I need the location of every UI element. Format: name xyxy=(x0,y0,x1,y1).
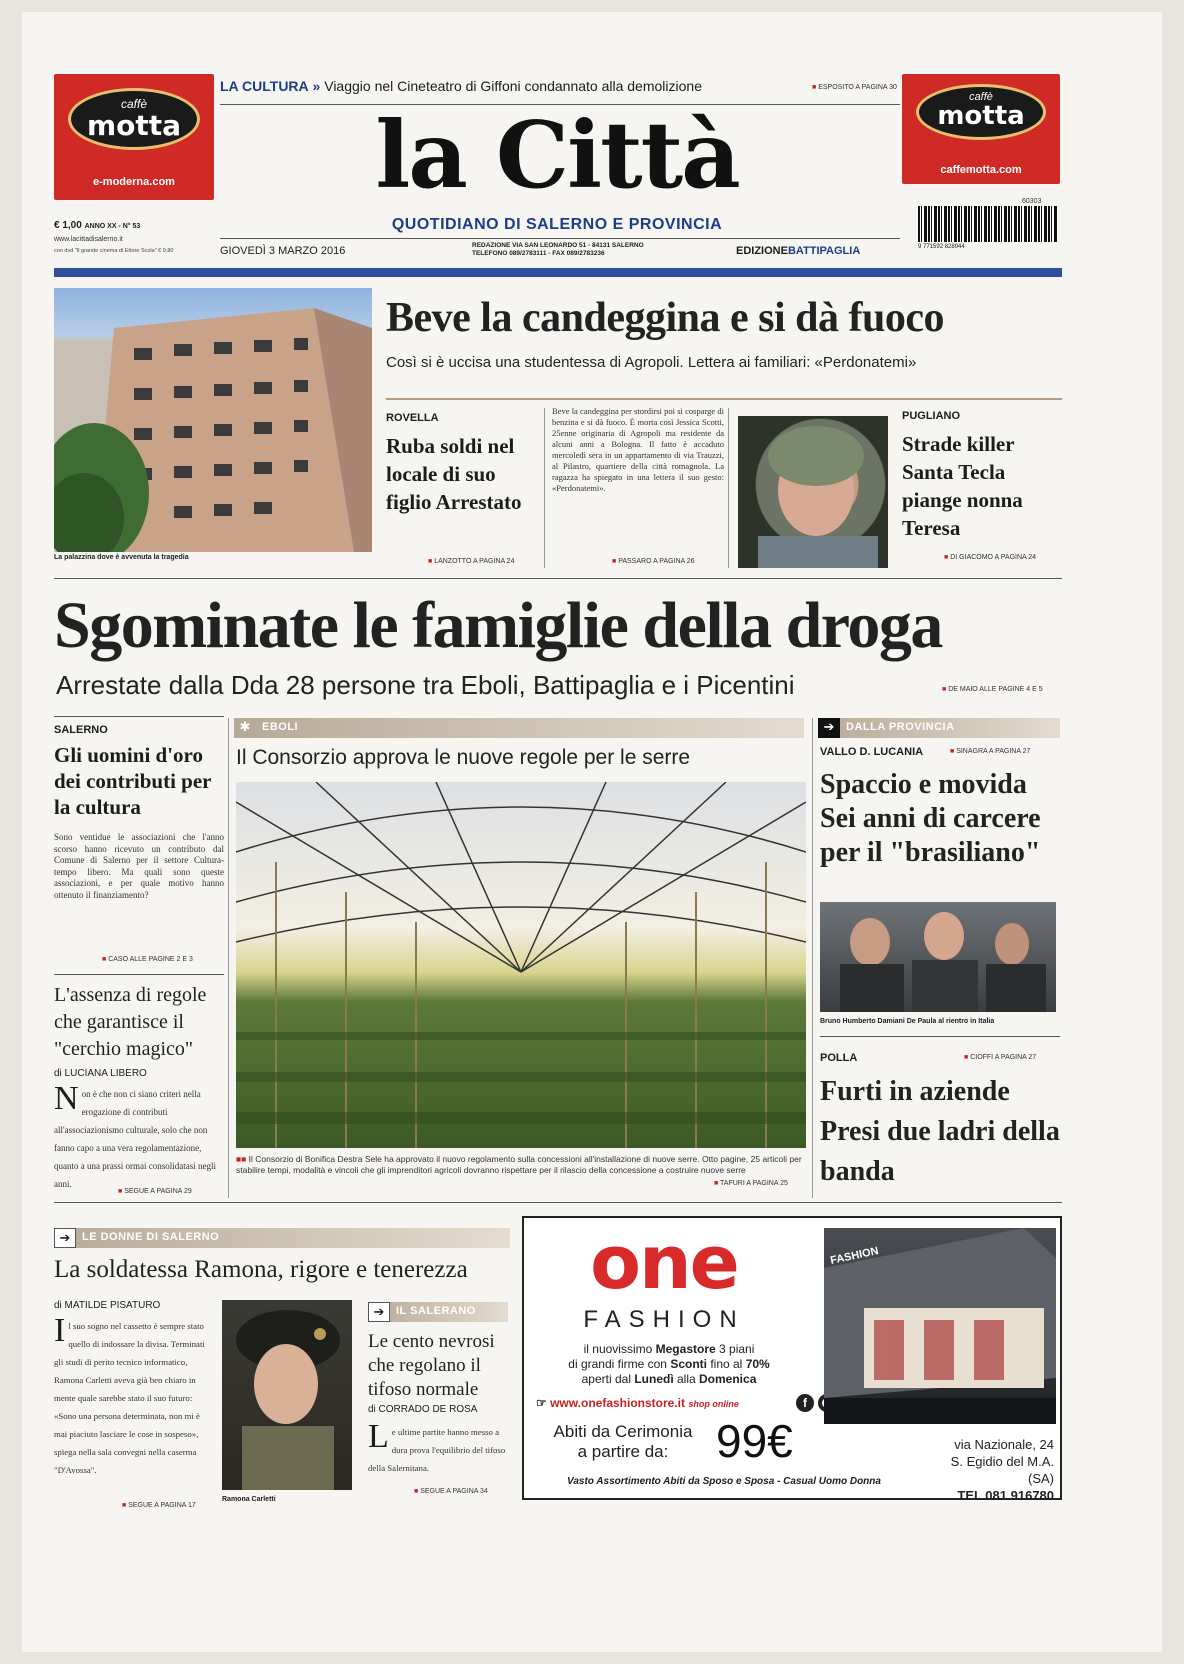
one-footer: Vasto Assortimento Abiti da Sposo e Sposa - Casual Uomo Donna xyxy=(567,1476,881,1487)
address-line2: S. Egidio del M.A. (SA) xyxy=(950,1454,1054,1486)
address-phone: TEL 081 916780 xyxy=(957,1488,1054,1503)
store-sign: FASHION xyxy=(829,1245,880,1267)
redazione-address: REDAZIONE VIA SAN LEONARDO 51 - 84131 SALERNO xyxy=(472,242,644,249)
lead-body-ref: ■ PASSARO A PAGINA 26 xyxy=(612,558,695,565)
soldier-portrait-illustration xyxy=(222,1300,352,1490)
barcode-number-top: 60303 xyxy=(1022,198,1042,205)
issue-number: ANNO XX - N° 53 xyxy=(84,223,141,230)
polla-ref: ■ CIOFFI A PAGINA 27 xyxy=(964,1054,1036,1061)
rovella-story[interactable] xyxy=(386,412,536,516)
salerno-story[interactable] xyxy=(54,724,224,901)
salerano-headline[interactable]: Le cento nevrosi che regolano il tifoso normale xyxy=(368,1331,495,1400)
salerano-body: e ultime partite hanno messo a dura prova l'equilibrio del tifoso della Salernitana. xyxy=(368,1427,506,1473)
opinion-body-wrap xyxy=(54,1080,226,1192)
salerno-body: Sono ventidue le associazioni che l'anno scorso hanno ricevuto un contributo dal Comune di Salerno per il settore Cultura-tempo libero. Ma quali sono queste associazioni, e per quale motivo hanno ottenuto il finanziamento? xyxy=(54,832,224,900)
newspaper-page xyxy=(22,12,1162,1652)
donne-section-band xyxy=(54,1228,510,1248)
center-caption: Il Consorzio di Bonifica Destra Sele ha approvato il nuovo regolamento sulla concessioni all'installazione di nuove serre. Otto pagine, 25 articoli per stabilire tempi, modalità e vincoli che gli imprenditori agricoli dovranno rispettare per il rilascio della concessione a costruire nuove serre xyxy=(236,1154,802,1175)
barcode-number: 9 771592 828044 xyxy=(918,244,965,250)
vallo-headline[interactable]: Spaccio e movida Sei anni di carcere per il "brasiliano" xyxy=(820,769,1041,868)
motta-ad-left[interactable] xyxy=(54,74,214,200)
motta-logo xyxy=(916,84,1046,140)
main-ref: ■ DE MAIO ALLE PAGINE 4 E 5 xyxy=(942,686,1043,693)
redazione-info xyxy=(472,242,644,258)
salerano-author: di CORRADO DE ROSA xyxy=(368,1404,478,1415)
opinion-author: di LUCIANA LIBERO xyxy=(54,1068,147,1079)
rovella-ref: ■ LANZOTTO A PAGINA 24 xyxy=(428,558,514,565)
people-illustration xyxy=(820,902,1056,1012)
polla-headline[interactable]: Furti in aziende Presi due ladri della banda xyxy=(820,1076,1060,1187)
salerno-headline: Gli uomini d'oro dei contributi per la cultura xyxy=(54,743,212,819)
center-ref: ■ TAFURI A PAGINA 25 xyxy=(714,1180,788,1187)
culture-kicker: LA CULTURA xyxy=(220,78,309,94)
pugliano-photo[interactable] xyxy=(738,416,888,568)
barcode xyxy=(918,206,1058,242)
pugliano-ref: ■ DI GIACOMO A PAGINA 24 xyxy=(944,554,1036,561)
edition-name: BATTIPAGLIA xyxy=(787,245,861,257)
culture-ref: ■ ESPOSITO A PAGINA 30 xyxy=(812,84,897,91)
lead-subhead: Così si è uccisa una studentessa di Agropoli. Lettera ai familiari: «Perdonatemi» xyxy=(386,354,917,371)
eboli-section-band xyxy=(234,718,804,738)
motta-brand: motta xyxy=(86,109,182,142)
opinion-body: on è che non ci siano criteri nella erogazione di contributi all'associazionismo culturale, solo che non fanno capo a una vera regolamentazione, quanto a una prassi ormai consolidatasi negli anni. xyxy=(54,1089,216,1189)
pugliano-headline: Strade killer Santa Tecla piange nonna Teresa xyxy=(902,432,1023,540)
portrait-illustration xyxy=(738,416,888,568)
donne-headline[interactable]: La soldatessa Ramona, rigore e tenerezza xyxy=(54,1256,468,1283)
motta-brand-small: caffè xyxy=(120,97,147,111)
building-illustration xyxy=(54,288,372,552)
price-line xyxy=(54,220,140,231)
arrow-right-icon: ➔ xyxy=(818,718,840,738)
rovella-kicker: ROVELLA xyxy=(386,412,439,424)
salerno-kicker: SALERNO xyxy=(54,724,108,736)
salerano-dropcap: L xyxy=(368,1418,389,1455)
one-promo-text: il nuovissimo Megastore 3 piani di grandi firme con Sconti fino al 70% aperti dal Lunedì alla Domenica xyxy=(568,1342,770,1386)
masthead-subtitle: QUOTIDIANO DI SALERNO E PROVINCIA xyxy=(391,216,723,233)
provincia-section-band xyxy=(818,718,1060,738)
salerano-body-wrap xyxy=(368,1418,510,1476)
motta-site: e-moderna.com xyxy=(93,176,175,188)
eboli-section-label: EBOLI xyxy=(262,721,299,733)
address-line1: via Nazionale, 24 xyxy=(954,1437,1054,1452)
lead-photo-caption: La palazzina dove è avvenuta la tragedia xyxy=(54,554,189,561)
masthead-blue-rule xyxy=(54,268,1062,277)
edition xyxy=(736,245,860,257)
masthead-title: la Città xyxy=(375,101,739,209)
donne-dropcap: I xyxy=(54,1312,66,1349)
opinion-headline[interactable]: L'assenza di regole che garantisce il "cerchio magico" xyxy=(54,984,207,1060)
website[interactable]: www.lacittadisalerno.it xyxy=(54,236,123,243)
one-fashion-word: FASHION xyxy=(583,1306,745,1333)
one-store-photo xyxy=(824,1228,1056,1424)
pointing-hand-icon: ☞ xyxy=(536,1396,551,1410)
cerimonia-line1: Abiti da Cerimonia xyxy=(553,1422,693,1441)
donne-section-label: LE DONNE DI SALERNO xyxy=(82,1231,220,1243)
redazione-phone: TELEFONO 089/2783111 - FAX 089/2783236 xyxy=(472,250,605,257)
culture-arrow: » xyxy=(312,78,321,94)
lead-headline[interactable]: Beve la candeggina e si dà fuoco xyxy=(386,295,944,341)
lead-body: Beve la candeggina per stordirsi poi si cosparge di benzina e si dà fuoco. È morta così Jessica Scotti, 25enne originaria di Agropoli ma residente da alcuni anni a Bologna. Il fatto è accaduto mercoledì sera in un appartamento di via Trauzzi, al Pilastro, quartiere della città romagnola. La ragazza ha spiegato in una lettera il suo gesto: «Perdonatemi». xyxy=(552,406,724,493)
cerimonia-line2: a partire da: xyxy=(577,1442,669,1461)
culture-text: Viaggio nel Cineteatro di Giffoni condannato alla demolizione xyxy=(324,78,702,94)
salerano-ref: ■ SEGUE A PAGINA 34 xyxy=(414,1488,488,1495)
salerano-section-band xyxy=(368,1302,508,1322)
motta-brand-small: caffè xyxy=(969,91,993,103)
pugliano-story[interactable] xyxy=(902,410,1062,542)
one-site: www.onefashionstore.it xyxy=(550,1396,685,1410)
greenhouse-photo[interactable] xyxy=(236,782,806,1148)
opinion-dropcap: N xyxy=(54,1080,79,1117)
pugliano-kicker: PUGLIANO xyxy=(902,410,961,422)
motta-brand: motta xyxy=(937,101,1025,131)
salerno-ref: ■ CASO ALLE PAGINE 2 E 3 xyxy=(102,956,193,963)
one-site-line[interactable] xyxy=(536,1396,739,1410)
ramona-photo-caption: Ramona Carletti xyxy=(222,1496,276,1503)
arrow-right-icon: ➔ xyxy=(368,1302,390,1322)
culture-teaser[interactable] xyxy=(220,78,910,94)
main-subhead: Arrestate dalla Dda 28 persone tra Eboli, Battipaglia e i Picentini xyxy=(56,670,795,700)
donne-author: di MATILDE PISATURO xyxy=(54,1300,161,1311)
one-address xyxy=(924,1436,1054,1504)
facebook-icon[interactable]: f xyxy=(796,1394,814,1412)
motta-site: caffemotta.com xyxy=(940,164,1022,176)
ramona-photo[interactable] xyxy=(222,1300,352,1490)
one-shop-online: shop online xyxy=(688,1399,739,1409)
one-price: 99€ xyxy=(716,1415,793,1467)
main-headline[interactable]: Sgominate le famiglie della droga xyxy=(54,589,942,662)
salerano-section-label: IL SALERANO xyxy=(396,1305,476,1317)
brasiliano-photo-caption: Bruno Humberto Damiani De Paula al rientro in Italia xyxy=(820,1018,995,1025)
donne-body: l suo sogno nel cassetto è sempre stato quello di indossare la divisa. Terminati gli studi di perito tecnico informatico, Ramona Carletti aveva già ben chiaro in mente quale sarebbe stato il suo futuro: «Sono una persona determinata, non mi è mai piaciuto lasciare le cose in sospeso», spiega nella sala convegni nella caserma "D'Avossa". xyxy=(54,1321,205,1475)
price: € 1,00 xyxy=(54,220,82,231)
dvd-promo: con dvd "Il grande cinema di Ettore Scola" € 9,80 xyxy=(54,248,174,254)
center-headline[interactable]: Il Consorzio approva le nuove regole per le serre xyxy=(236,746,691,769)
opinion-ref: ■ SEGUE A PAGINA 29 xyxy=(118,1188,192,1195)
greenhouse-illustration xyxy=(236,782,806,1148)
donne-ref: ■ SEGUE A PAGINA 17 xyxy=(122,1502,196,1509)
center-caption-wrap: ■■ Il Consorzio di Bonifica Destra Sele ha approvato il nuovo regolamento sulla concessioni all'installazione di nuove serre. Otto pagine, 25 articoli per stabilire tempi, modalità e vincoli che gli imprenditori agricoli dovranno rispettare per il rilascio della concessione a costruire nuove serre xyxy=(236,1154,802,1175)
edition-label: EDIZIONE xyxy=(736,245,788,257)
vallo-kicker: VALLO D. LUCANIA xyxy=(820,746,924,758)
motta-logo xyxy=(68,88,200,150)
arrow-right-icon: ➔ xyxy=(54,1228,76,1248)
issue-date: GIOVEDÌ 3 MARZO 2016 xyxy=(220,245,346,257)
one-logo: one xyxy=(590,1220,738,1306)
donne-body-wrap xyxy=(54,1312,214,1478)
brasiliano-photo[interactable] xyxy=(820,902,1056,1012)
provincia-section-label: DALLA PROVINCIA xyxy=(846,721,955,733)
vallo-ref: ■ SINAGRA A PAGINA 27 xyxy=(950,748,1030,755)
polla-kicker: POLLA xyxy=(820,1052,858,1064)
rovella-headline: Ruba soldi nel locale di suo figlio Arrestato xyxy=(386,434,522,514)
asterisk-icon: ✱ xyxy=(234,718,256,738)
one-fashion-ad[interactable] xyxy=(522,1216,1062,1503)
motta-ad-right[interactable] xyxy=(902,74,1060,184)
cerimonia-text xyxy=(538,1422,708,1462)
lead-photo[interactable] xyxy=(54,288,372,552)
